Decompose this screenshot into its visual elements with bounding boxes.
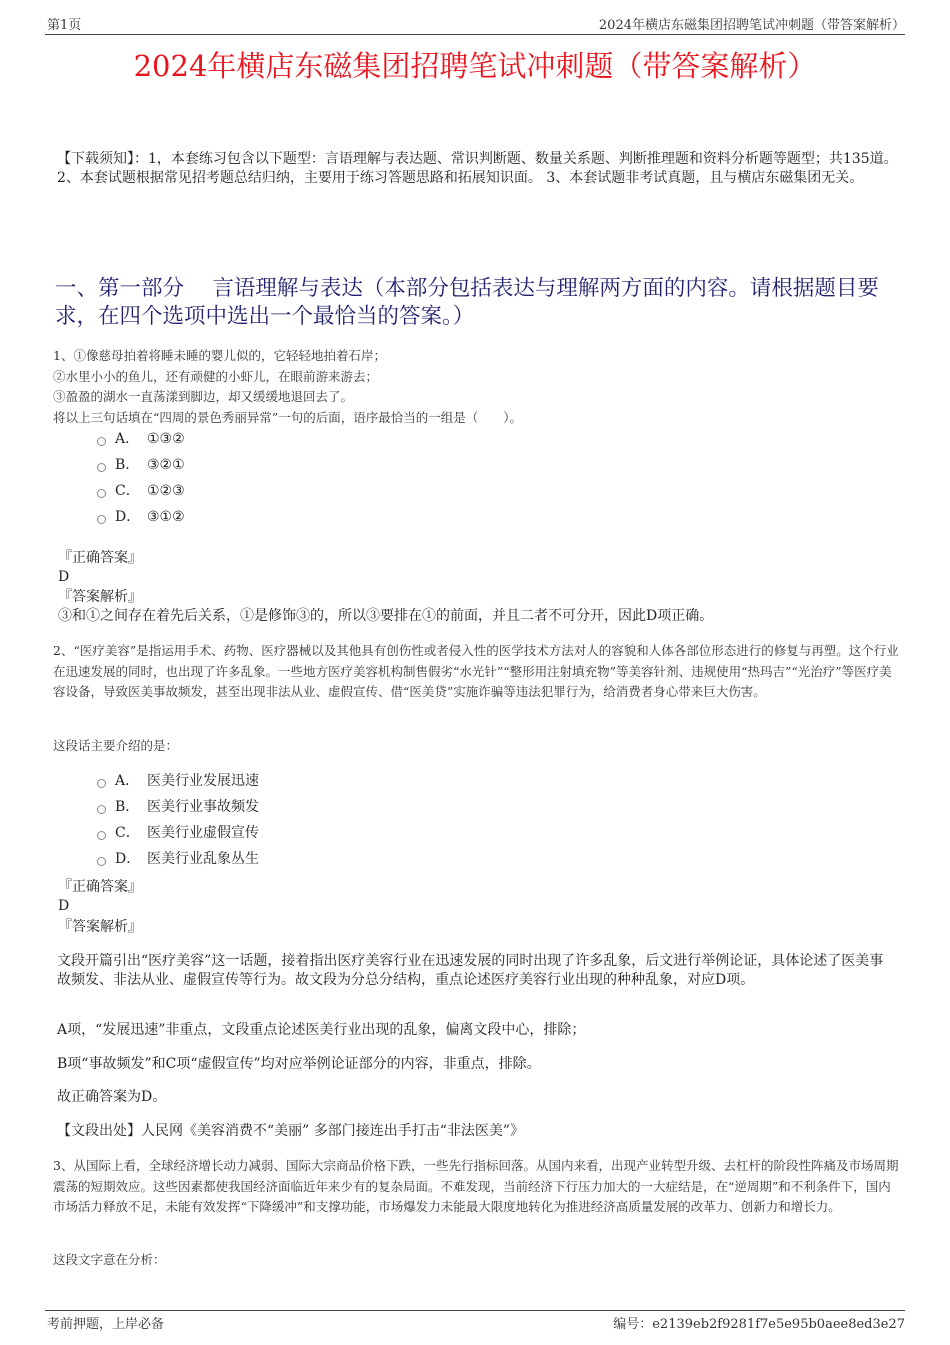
option-letter: C． bbox=[115, 483, 140, 499]
radio-icon[interactable] bbox=[97, 463, 106, 472]
option-letter: C． bbox=[115, 825, 140, 841]
question-3: 3、从国际上看，全球经济增长动力减弱、国际大宗商品价格下跌，一些先行指标回落。从国内来看，出现产业转型升级、去杠杆的阶段性阵痛及市场周期震荡的短期效应。这些因素都使我国经济面临近年来少有的复杂局面。不难发现，当前经济下行压力加大的一大症结是，在“逆周期”和不利条件下，国内市场活力释放不足，未能有效发挥“下降缓冲”和支撑功能，市场爆发力未能最大限度地转化为推进经济高质量发展的改革力、创新力和增长力。 bbox=[53, 1158, 899, 1214]
section-heading: 一、第一部分 言语理解与表达（本部分包括表达与理解两方面的内容。请根据题目要求，在四个选项中选出一个最恰当的答案。） bbox=[55, 276, 879, 329]
option-text: ③②① bbox=[147, 457, 185, 473]
radio-icon[interactable] bbox=[97, 831, 106, 840]
option-letter: A． bbox=[115, 773, 140, 789]
q1-analysis-label: 『答案解析』 bbox=[58, 589, 142, 605]
option-text: 医美行业虚假宣传 bbox=[147, 825, 259, 841]
option-text: ①②③ bbox=[147, 483, 185, 499]
q2-option-a[interactable] bbox=[97, 772, 259, 790]
question-3-prompt: 这段文字意在分析： bbox=[53, 1252, 166, 1267]
question-2-prompt: 这段话主要介绍的是： bbox=[53, 738, 179, 753]
question-1 bbox=[53, 346, 903, 428]
option-letter: B． bbox=[115, 457, 140, 473]
option-letter: A． bbox=[115, 431, 140, 447]
radio-icon[interactable] bbox=[97, 857, 106, 866]
q1-analysis: ③和①之间存在着先后关系，①是修饰③的，所以③要排在①的前面，并且二者不可分开，因此D项正确。 bbox=[58, 608, 714, 624]
page-number: 第1页 bbox=[47, 18, 82, 33]
header-divider bbox=[45, 34, 905, 35]
question-1-line: 1、①像慈母拍着将睡未睡的婴儿似的，它轻轻地拍着石岸； bbox=[53, 348, 386, 363]
option-text: 医美行业发展迅速 bbox=[147, 773, 259, 789]
q2-answer: D bbox=[58, 898, 70, 914]
question-1-line: ②水里小小的鱼儿，还有顽健的小虾儿，在眼前游来游去； bbox=[53, 368, 379, 384]
q2-option-c[interactable] bbox=[97, 824, 259, 842]
footer-doc-id: 编号：e2139eb2f9281f7e5e95b0aee8ed3e27 bbox=[613, 1317, 905, 1332]
header-doc-title: 2024年横店东磁集团招聘笔试冲刺题（带答案解析） bbox=[598, 18, 905, 33]
option-text: ③①② bbox=[147, 509, 185, 525]
q2-analysis-paragraph: B项“事故频发”和C项“虚假宣传”均对应举例论证部分的内容，非重点，排除。 bbox=[57, 1056, 541, 1072]
option-text: 医美行业事故频发 bbox=[147, 799, 259, 815]
option-text: 医美行业乱象丛生 bbox=[147, 851, 259, 867]
radio-icon[interactable] bbox=[97, 515, 106, 524]
option-letter: B． bbox=[115, 799, 140, 815]
q2-option-b[interactable] bbox=[97, 798, 259, 816]
radio-icon[interactable] bbox=[97, 779, 106, 788]
radio-icon[interactable] bbox=[97, 437, 106, 446]
q1-option-c[interactable] bbox=[97, 482, 185, 500]
q2-option-d[interactable] bbox=[97, 850, 259, 868]
q2-answer-label: 『正确答案』 bbox=[58, 879, 142, 895]
q2-analysis-paragraph: 故正确答案为D。 bbox=[57, 1089, 167, 1105]
question-2: 2、“医疗美容”是指运用手术、药物、医疗器械以及其他具有创伤性或者侵入性的医学技术方法对人的容貌和人体各部位形态进行的修复与再塑。这个行业在迅速发展的同时，也出现了许多乱象。一些地方医疗美容机构制售假劣“水光针”“整形用注射填充物”等美容针剂、违规使用“热玛吉”“光治疗”等医疗美容设备，导致医美事故频发，甚至出现非法从业、虚假宣传、借“医美贷”实施诈骗等违法犯罪行为，给消费者身心带来巨大伤害。 bbox=[53, 643, 899, 699]
q2-analysis-label: 『答案解析』 bbox=[58, 919, 142, 935]
option-letter: D． bbox=[115, 851, 141, 867]
option-letter: D． bbox=[115, 509, 141, 525]
q2-analysis-paragraph: A项，“发展迅速”非重点，文段重点论述医美行业出现的乱象，偏离文段中心，排除； bbox=[57, 1022, 586, 1038]
document-title: 2024年横店东磁集团招聘笔试冲刺题（带答案解析） bbox=[133, 49, 817, 83]
footer-slogan: 考前押题，上岸必备 bbox=[47, 1317, 165, 1332]
q2-source: 【文段出处】人民网《美容消费不“美丽” 多部门接连出手打击“非法医美”》 bbox=[57, 1123, 525, 1139]
radio-icon[interactable] bbox=[97, 805, 106, 814]
q1-option-b[interactable] bbox=[97, 456, 185, 474]
footer-divider bbox=[45, 1310, 905, 1311]
option-text: ①③② bbox=[147, 431, 185, 447]
q2-analysis-paragraph: 文段开篇引出“医疗美容”这一话题，接着指出医疗美容行业在迅速发展的同时出现了许多乱象，后文进行举例论证，具体论述了医美事故频发、非法从业、虚假宣传等行为。故文段为分总分结构，重点论述医疗美容行业出现的种种乱象，对应D项。 bbox=[57, 953, 884, 988]
q1-option-d[interactable] bbox=[97, 508, 185, 526]
q1-option-a[interactable] bbox=[97, 430, 185, 448]
radio-icon[interactable] bbox=[97, 489, 106, 498]
q1-answer: D bbox=[58, 569, 70, 585]
question-1-line: ③盈盈的湖水一直荡漾到脚边，却又缓缓地退回去了。 bbox=[53, 389, 354, 404]
q1-answer-label: 『正确答案』 bbox=[58, 550, 142, 566]
question-1-line: 将以上三句话填在“四周的景色秀丽异常”一句的后面，语序最恰当的一组是（ ）。 bbox=[53, 409, 523, 425]
download-notice: 【下载须知】：1，本套练习包含以下题型：言语理解与表达题、常识判断题、数量关系题、判断推理题和资料分析题等题型；共135道。 2、本套试题根据常见招考题总结归纳，主要用于练习答题思路和拓展知识面。 3、本套试题非考试真题，且与横店东磁集团无关。 bbox=[57, 151, 898, 186]
